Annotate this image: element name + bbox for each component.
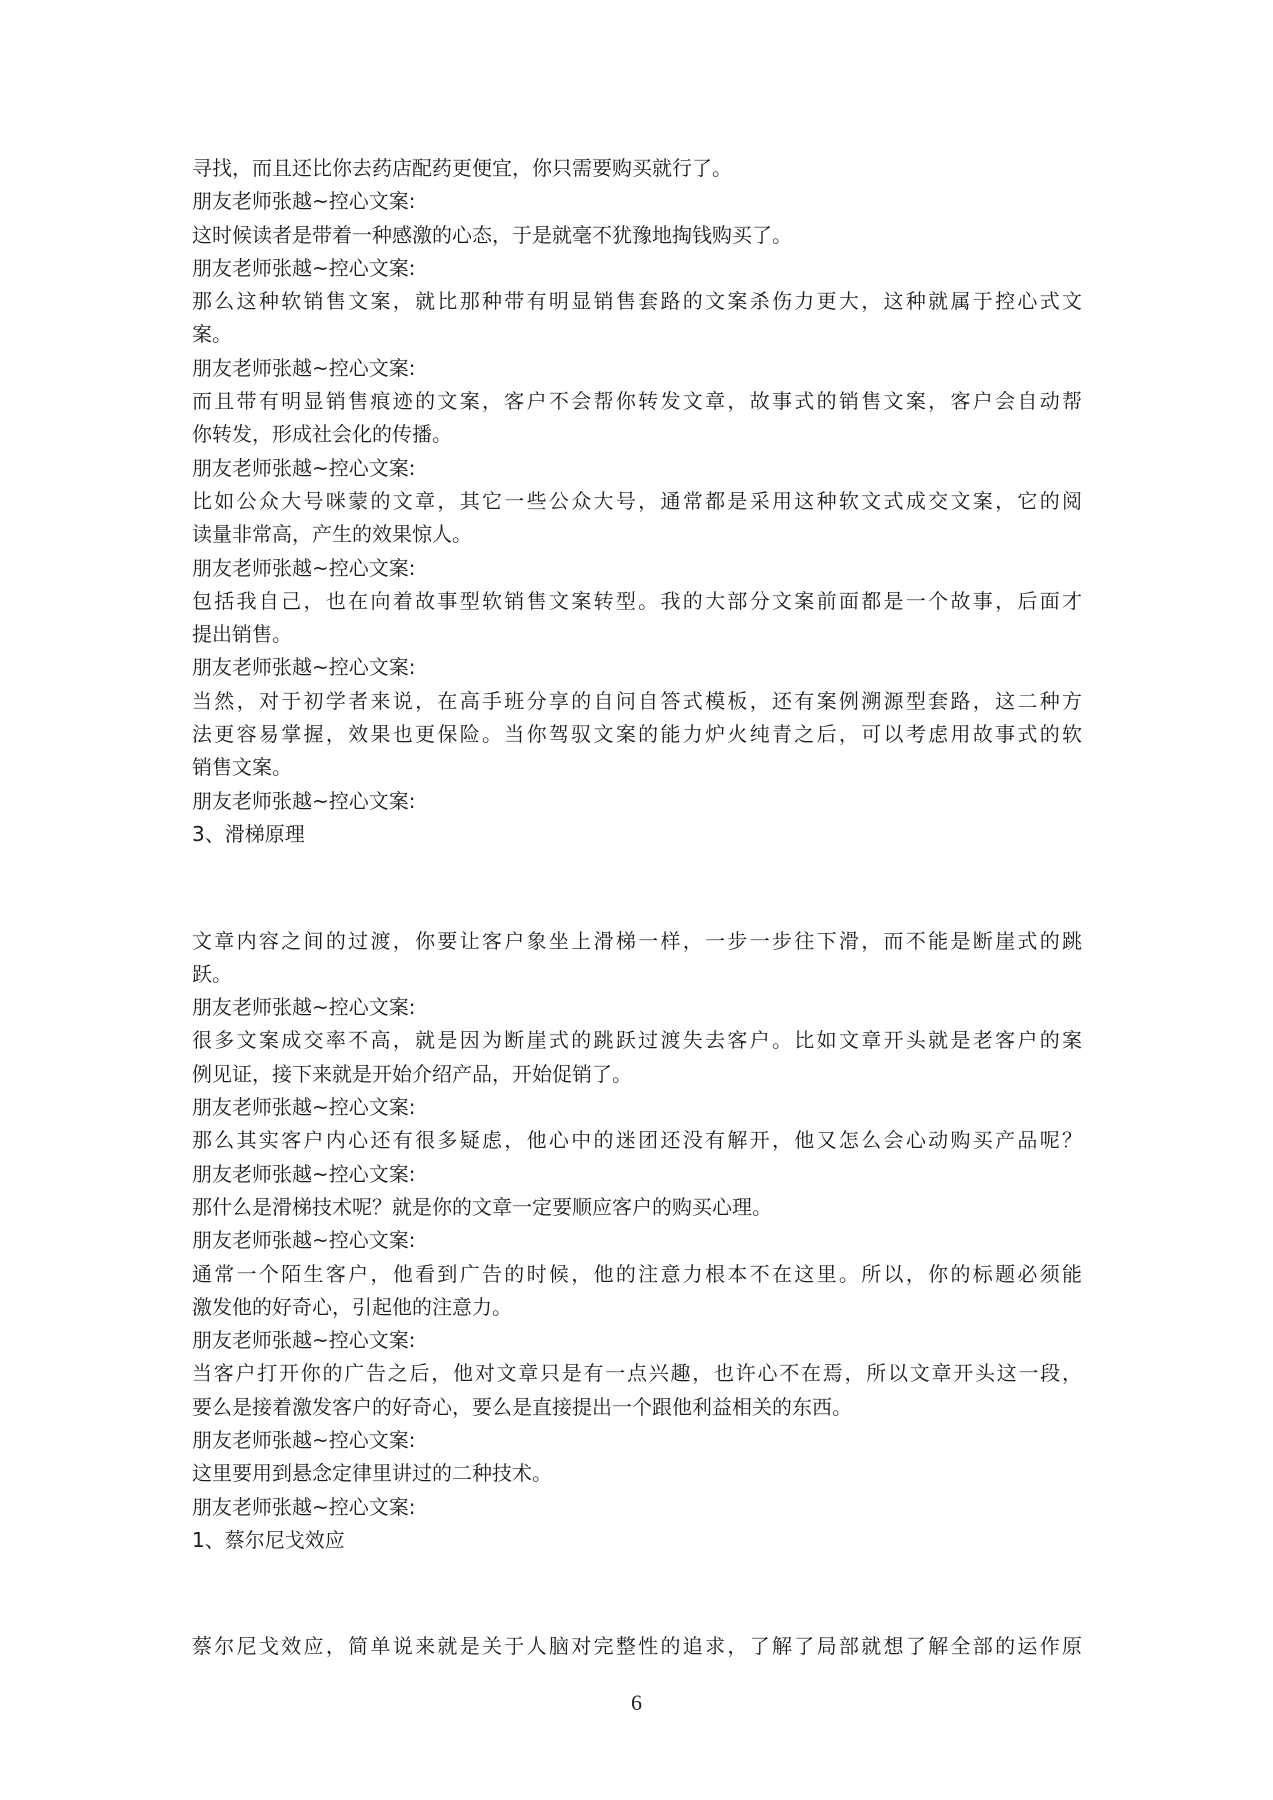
speaker-label: 朋友老师张越~控心文案: (192, 555, 416, 580)
paragraph-line: 包括我自己，也在向着故事型软销售文案转型。我的大部分文案前面都是一个故事，后面才 (192, 588, 1082, 613)
blank-line (192, 871, 1082, 904)
section-heading: 3、滑梯原理 (192, 821, 305, 846)
blank-line (192, 1577, 1082, 1610)
speaker-label: 朋友老师张越~控心文案: (192, 655, 416, 680)
speaker-label: 朋友老师张越~控心文案: (192, 1228, 416, 1253)
paragraph-line: 你转发，形成社会化的传播。 (192, 422, 452, 447)
paragraph-line: 当客户打开你的广告之后，他对文章只是有一点兴趣，也许心不在焉，所以文章开头这一段， (192, 1361, 1082, 1386)
paragraph-line: 而且带有明显销售痕迹的文案，客户不会帮你转发文章，故事式的销售文案，客户会自动帮 (192, 389, 1082, 414)
paragraph-line: 比如公众大号咪蒙的文章，其它一些公众大号，通常都是采用这种软文式成交文案，它的阅 (192, 488, 1082, 513)
speaker-label: 朋友老师张越~控心文案: (192, 788, 416, 813)
speaker-label: 朋友老师张越~控心文案: (192, 355, 416, 380)
paragraph-line: 法更容易掌握，效果也更保险。当你驾驭文案的能力炉火纯青之后，可以考虑用故事式的软 (192, 722, 1082, 747)
paragraph-line: 跃。 (192, 961, 232, 986)
section-heading: 1、蔡尔尼戈效应 (192, 1527, 345, 1552)
paragraph-line: 很多文案成交率不高，就是因为断崖式的跳跃过渡失去客户。比如文章开头就是老客户的案 (192, 1028, 1082, 1053)
speaker-label: 朋友老师张越~控心文案: (192, 1494, 416, 1519)
page-number: 6 (631, 1690, 642, 1715)
paragraph-line: 文章内容之间的过渡，你要让客户象坐上滑梯一样，一步一步往下滑，而不能是断崖式的跳 (192, 928, 1082, 953)
speaker-label: 朋友老师张越~控心文案: (192, 1328, 416, 1353)
paragraph-line: 例见证，接下来就是开始介绍产品，开始促销了。 (192, 1061, 632, 1086)
page-body (192, 152, 1082, 1664)
paragraph-line: 当然，对于初学者来说，在高手班分享的自问自答式模板，还有案例溯源型套路，这二种方 (192, 688, 1082, 713)
speaker-label: 朋友老师张越~控心文案: (192, 995, 416, 1020)
paragraph-line: 那什么是滑梯技术呢？就是你的文章一定要顺应客户的购买心理。 (192, 1194, 772, 1219)
speaker-label: 朋友老师张越~控心文案: (192, 1095, 416, 1120)
paragraph-line: 读量非常高，产生的效果惊人。 (192, 522, 472, 547)
paragraph-line: 这里要用到悬念定律里讲过的二种技术。 (192, 1461, 552, 1486)
paragraph-line: 案。 (192, 322, 232, 347)
speaker-label: 朋友老师张越~控心文案: (192, 189, 416, 214)
paragraph-line: 要么是接着激发客户的好奇心，要么是直接提出一个跟他利益相关的东西。 (192, 1394, 852, 1419)
paragraph-line: 蔡尔尼戈效应，简单说来就是关于人脑对完整性的追求，了解了局部就想了解全部的运作原 (192, 1634, 1082, 1659)
speaker-label: 朋友老师张越~控心文案: (192, 455, 416, 480)
speaker-label: 朋友老师张越~控心文案: (192, 1427, 416, 1452)
paragraph-line: 这时候读者是带着一种感激的心态，于是就毫不犹豫地掏钱购买了。 (192, 222, 792, 247)
paragraph-line: 提出销售。 (192, 622, 292, 647)
speaker-label: 朋友老师张越~控心文案: (192, 1161, 416, 1186)
speaker-label: 朋友老师张越~控心文案: (192, 255, 416, 280)
paragraph-line: 那么这种软销售文案，就比那种带有明显销售套路的文案杀伤力更大，这种就属于控心式文 (192, 289, 1082, 314)
paragraph-line: 激发他的好奇心，引起他的注意力。 (192, 1294, 512, 1319)
paragraph-line: 通常一个陌生客户，他看到广告的时候，他的注意力根本不在这里。所以，你的标题必须能 (192, 1261, 1082, 1286)
paragraph-line: 销售文案。 (192, 755, 292, 780)
paragraph-line: 那么其实客户内心还有很多疑虑，他心中的迷团还没有解开，他又怎么会心动购买产品呢？ (192, 1128, 1082, 1153)
paragraph-line: 寻找，而且还比你去药店配药更便宜，你只需要购买就行了。 (192, 156, 732, 180)
